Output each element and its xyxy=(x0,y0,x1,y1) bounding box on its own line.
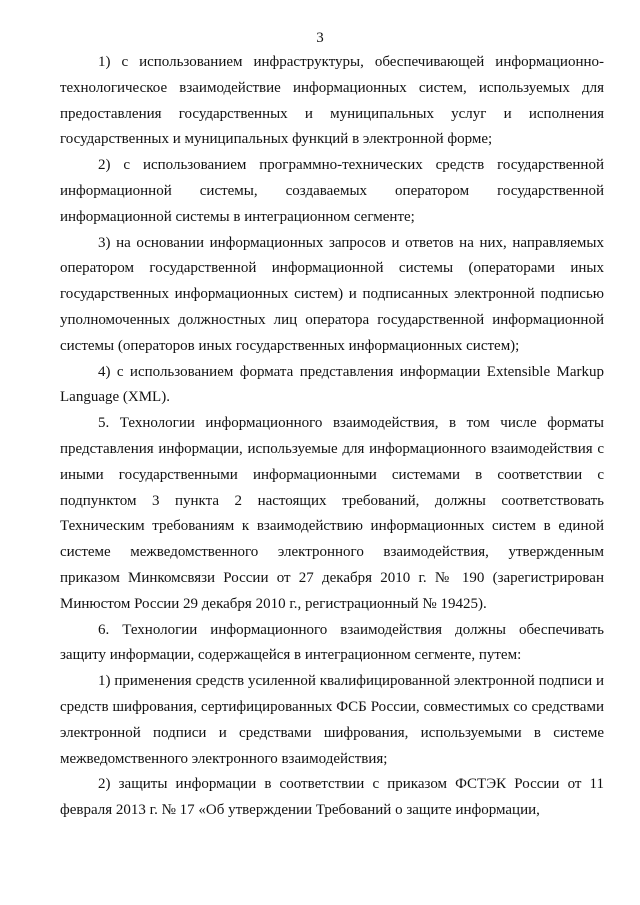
paragraph-item-3-requests-responses: 3) на основании информационных запросов и ответов на них, направляемых оператором государственной информационной системы (операторами иных государственных информационных систем) и подписанных электронной подписью уполномоченных должностных лиц оператора государственной информационной системы (операторов иных государственных информационных систем); xyxy=(60,234,604,354)
paragraph-section-5-technologies: 5. Технологии информационного взаимодействия, в том числе форматы представления информации, используемые для информационного взаимодействия с иными государственными информационными системами в соответствии с подпунктом 3 пункта 2 настоящих требований, должны соответствовать Техническим требованиям к взаимодействию информационных систем в единой системе межведомственного электронного взаимодействия, утвержденным приказом Минкомсвязи России от 27 декабря 2010 г. № 190 (зарегистрирован Минюстом России 29 декабря 2010 г., регистрационный № 19425). xyxy=(60,415,604,612)
paragraph-section-6-protection: 6. Технологии информационного взаимодействия должны обеспечивать защиту информации, содержащейся в интеграционном сегменте, путем: xyxy=(60,621,604,664)
paragraph-item-2-software-hardware: 2) с использованием программно-технических средств государственной информационной системы, создаваемых оператором государственной информационной системы в интеграционном сегменте; xyxy=(60,157,604,225)
paragraph-item-1-infrastructure: 1) с использованием инфраструктуры, обеспечивающей информационно-технологическое взаимодействие информационных систем, используемых для предоставления государственных и муниципальных услуг и исполнения государственных и муниципальных функций в электронной форме; xyxy=(60,54,604,148)
page-number: 3 xyxy=(316,30,324,46)
paragraph-item-1-signature-encryption: 1) применения средств усиленной квалифицированной электронной подписи и средств шифрования, сертифицированных ФСБ России, совместимых со средствами электронной подписи и средствами шифрования, используемыми в системе межведомственного электронного взаимодействия; xyxy=(60,673,604,767)
document-body xyxy=(60,50,604,824)
paragraph-item-2-fstec-order: 2) защиты информации в соответствии с приказом ФСТЭК России от 11 февраля 2013 г. № 17 «Об утверждении Требований о защите информации, xyxy=(60,776,604,819)
paragraph-item-4-xml-format: 4) с использованием формата представления информации Extensible Markup Language (XML). xyxy=(60,363,604,406)
